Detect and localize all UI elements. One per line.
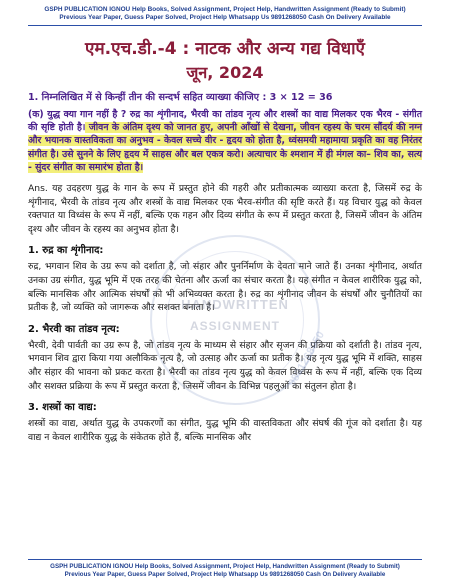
question-passage-highlighted: जीवन के अंतिम दृश्य को जानत हुए, अपनी आँखों से देखना, जीवन रहस्य के चरम सौंदर्य की नग्न और भयानक वास्तविकता का अनुभव - केवल सच्चे वीर - हृदय को होता है, ध्वंसमयी महामाया प्रकृति का वह निरंतर संगीत है। उसे सुनने के लिए हृदय में साहस और बल एकत्र करो। अत्याचार के श्मशान में ही मंगल का– शिव का, सत्य - सुंदर संगीत का समारंभ होता है। — [28, 122, 422, 173]
section-heading-1: 1. रुद्र का शृंगीनाद: — [28, 245, 104, 257]
watermark-text-1: HANDWRITTEN — [181, 297, 289, 312]
publisher-footer — [0, 563, 450, 579]
watermark-text-2: ASSIGNMENT — [189, 319, 280, 333]
section-heading-2: 2. भैरवी का तांडव नृत्य: — [28, 323, 120, 335]
section-text-1: रुद्र, भगवान शिव के उग्र रूप को दर्शाता है, जो संहार और पुनर्निर्माण के देवता माने जाते हैं। उनका शृंगीनाद, अर्थात उनका उग्र संगीत, युद्ध भूमि में एक तरह की चेतना और ऊर्जा का संचार करता है। यह संगीत न केवल शारीरिक युद्ध को, बल्कि मानसिक और आत्मिक संघर्षों को भी अभिव्यक्त करता है। रुद्र का शृंगीनाद जीवन के संघर्षों और चुनौतियों का प्रतीक है, जो व्यक्ति को जागरूक और सशक्त बनाता है। — [28, 261, 422, 314]
paper-title: एम.एच.डी.-4 : नाटक और अन्य गद्य विधाएँ — [85, 39, 365, 59]
header-line-2: Previous Year Paper, Guess Paper Solved, Project Help Whatsapp Us 9891268050 Cash On Delivery Available — [59, 14, 391, 21]
footer-line-1: GSPH PUBLICATION IGNOU Help Books, Solved Assignment, Project Help, Handwritten Assignment (Ready to Submit) — [50, 563, 400, 570]
header-line-1: GSPH PUBLICATION IGNOU Help Books, Solved Assignment, Project Help, Handwritten Assignment (Ready to Submit) — [44, 6, 406, 13]
section-heading-3: 3. शस्त्रों का वाद्य: — [28, 402, 97, 414]
answer-intro: Ans. यह उदहरण युद्ध के गान के रूप में प्रस्तुत होने की गहरी और प्रतीकात्मक व्याख्या करता है, जिसमें रुद्र के शृंगीनाद, भैरवी के तांडव नृत्य और शस्त्रों के वाद्य मिलकर एक भैरव-संगीत की सृष्टि करते हैं। यह विचार युद्ध को केवल रक्तपात या विध्वंस के रूप में नहीं, बल्कि एक गहन और दिव्य संगीत के रूप में प्रस्तुत करता है, जिसमें जीवन के अंतिम दृश्य और जीवन के रहस्य का अनुभव होता है। — [28, 183, 422, 235]
question-passage — [28, 108, 422, 174]
section-text-3: शस्त्रों का वाद्य, अर्थात युद्ध के उपकरणों का संगीत, युद्ध भूमि की वास्तविकता और संघर्ष की गूंज को दर्शाता है। यह वाद्य न केवल शारीरिक युद्ध के संकेतक होते हैं, बल्कि मानसिक और — [28, 418, 422, 443]
question-passage-part-a: (क) युद्ध क्या गान नहीं है ? रुद्र का शृंगीनाद, भैरवी का तांडव नृत्य और शस्त्रों का वाद्य मिलकर एक भैरव - संगीत की सृष्टि होती है। — [28, 109, 422, 134]
header-divider — [28, 25, 422, 26]
footer-divider — [28, 559, 422, 560]
question-instruction: 1. निम्नलिखित में से किन्हीं तीन की सन्दर्भ सहित व्याख्या कीजिए : 3 × 12 = 36 — [28, 92, 333, 103]
section-text-2: भैरवी, देवी पार्वती का उग्र रूप है, जो तांडव नृत्य के माध्यम से संहार और सृजन की प्रक्रिया को दर्शाती है। तांडव नृत्य, भगवान शिव द्वारा किया गया अलौकिक नृत्य है, जो उत्साह और ऊर्जा का प्रतीक है। यह नृत्य युद्ध भूमि में शक्ति, साहस और संहार की भावना को प्रकट करता है। भैरवी का तांडव नृत्य युद्ध को केवल विध्वंस के रूप में नहीं, बल्कि एक दिव्य और सशक्त प्रक्रिया के रूप में प्रस्तुत करता है, जिसमें जीवन के विभिन्न पहलुओं का संतुलन होता है। — [28, 339, 422, 392]
publisher-header — [28, 6, 422, 22]
footer-line-2: Previous Year Paper, Guess Paper Solved, Project Help Whatsapp Us 9891268050 Cash On Delivery Available — [64, 571, 386, 578]
watermark-phone: 9891268050 — [286, 329, 328, 389]
exam-session: जून, 2024 — [186, 63, 264, 82]
